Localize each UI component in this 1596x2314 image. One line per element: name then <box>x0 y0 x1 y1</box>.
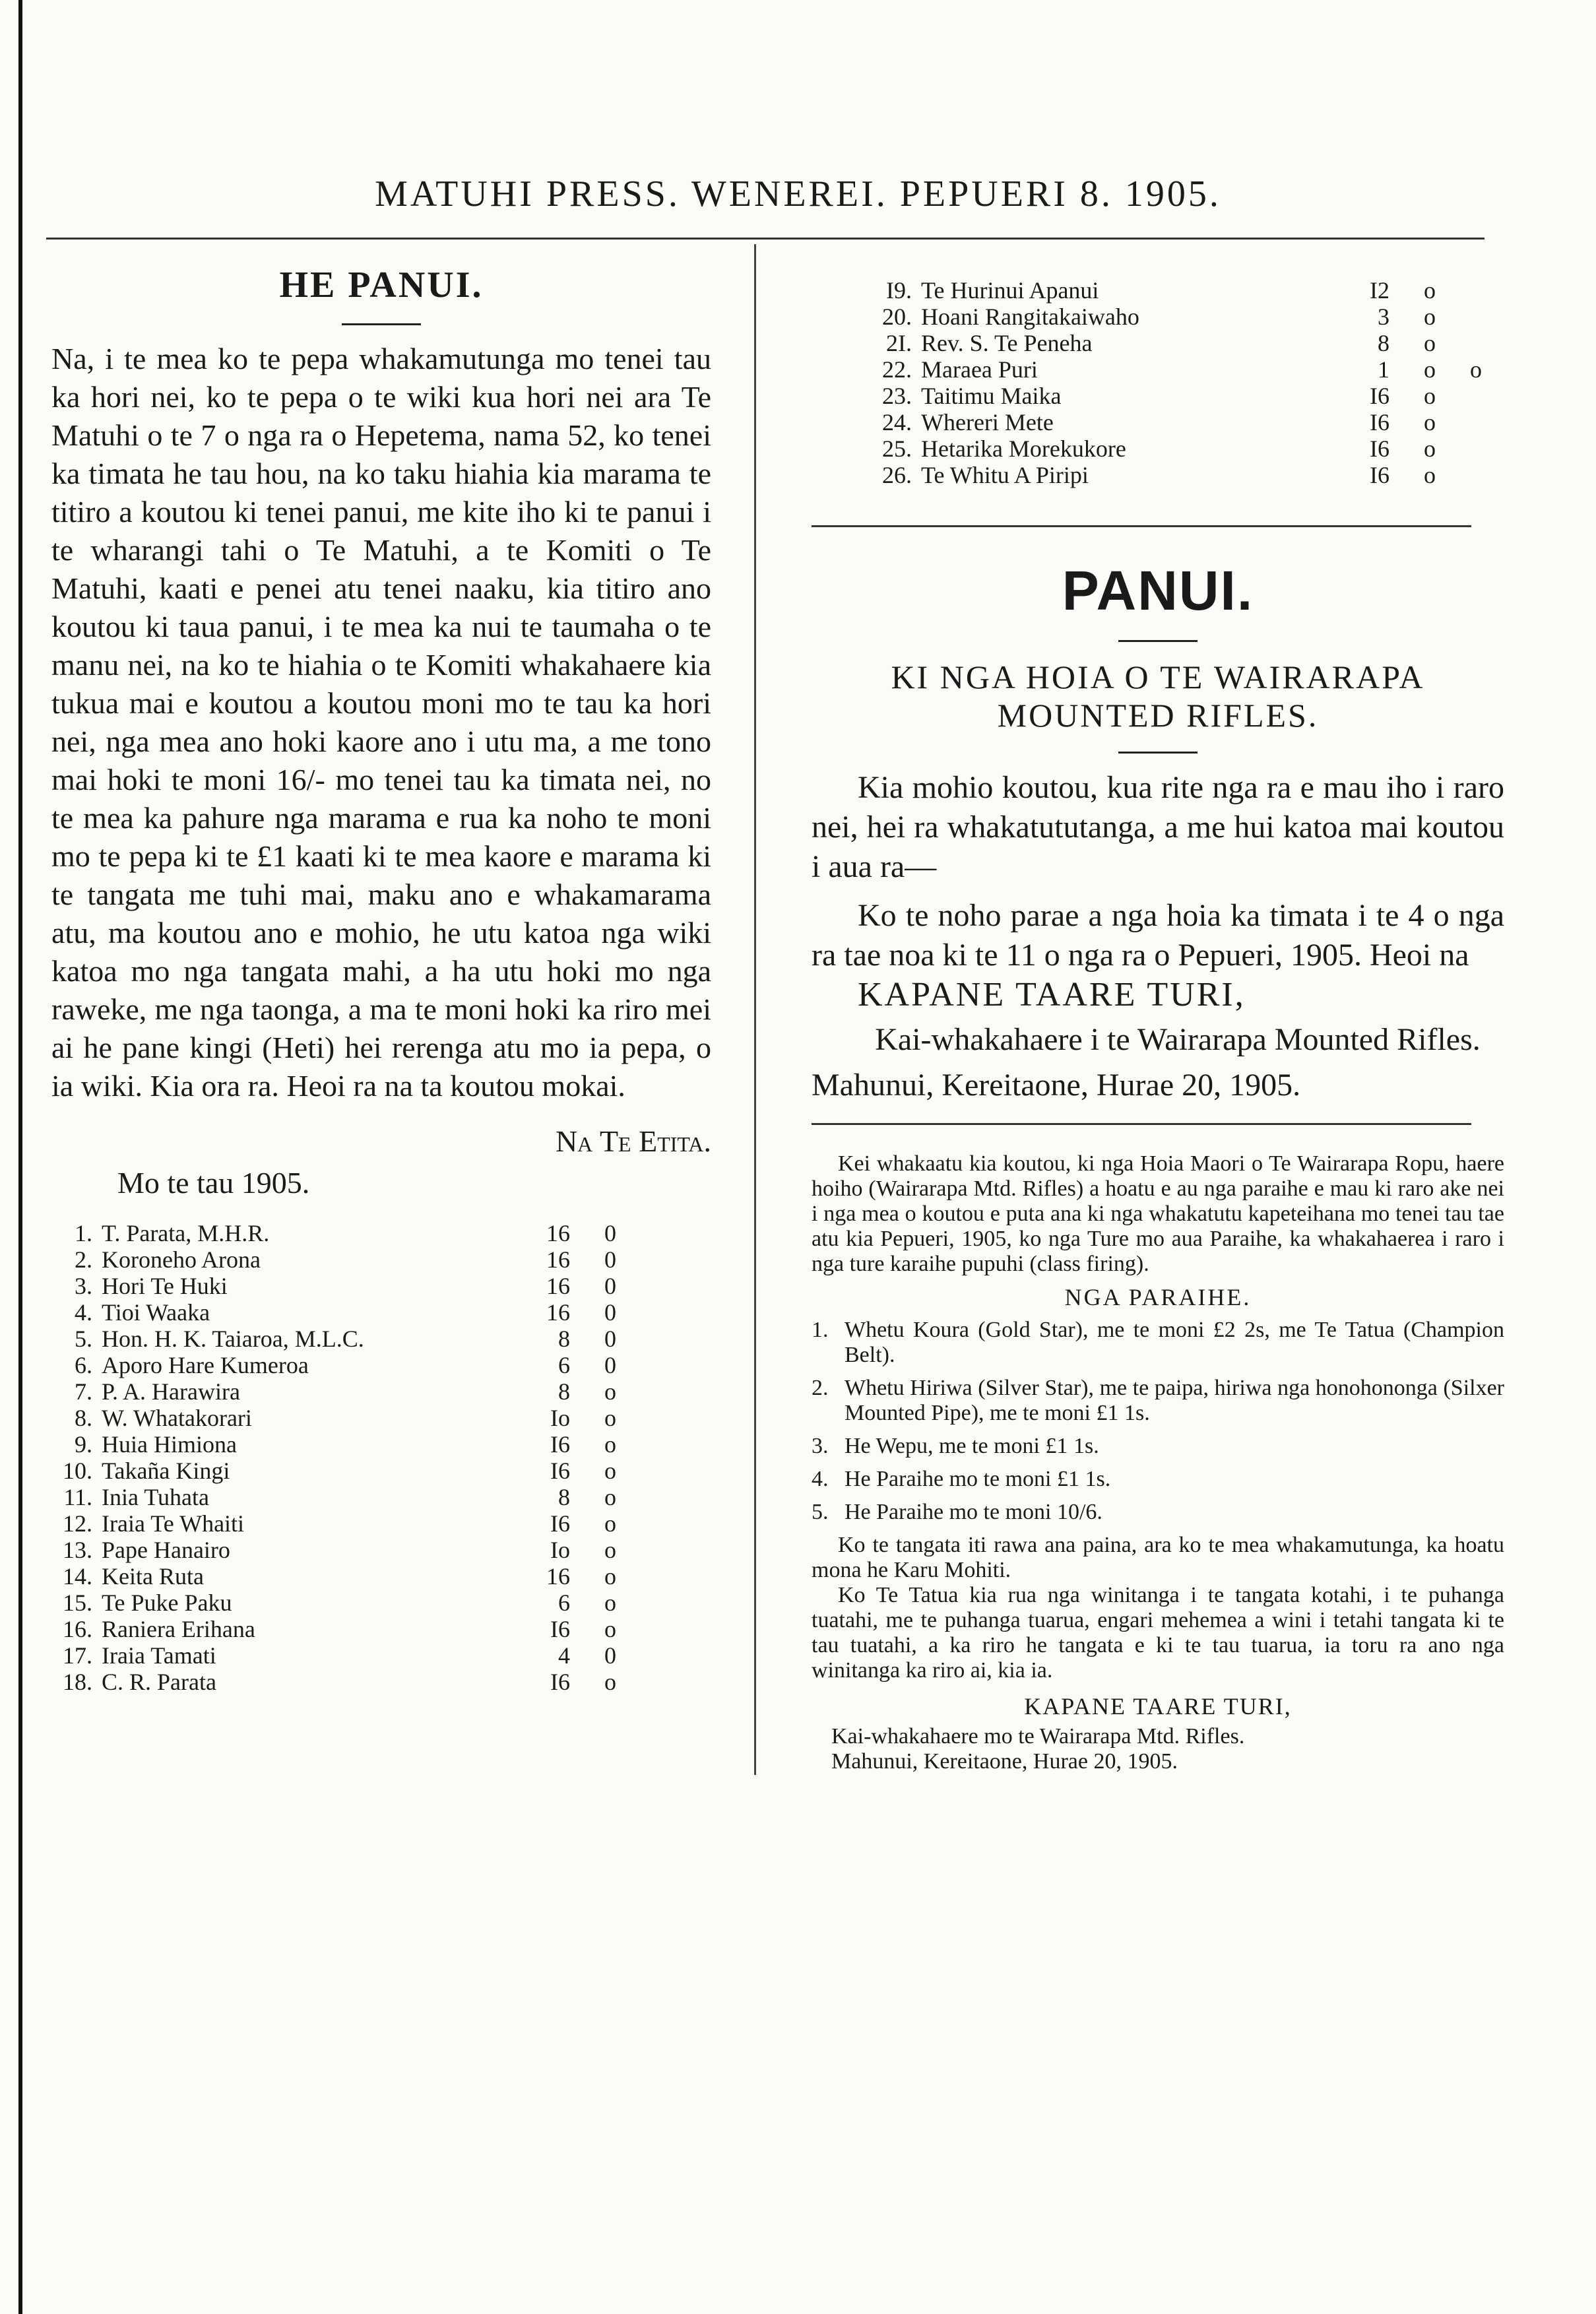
rifles-notice-para-2: Ko te noho parae a nga hoia ka timata i te 4 o nga ra tae noa ki te 11 o nga ra o Pepueri, 1905. Heoi na <box>812 898 1504 973</box>
subscriber-row <box>871 304 1482 330</box>
subscriber-row <box>51 1220 616 1246</box>
subscriber-number: 5. <box>75 1326 92 1352</box>
prize-text: He Paraihe mo te moni £1 1s. <box>845 1467 1111 1491</box>
subscriber-amount-pence: o <box>1424 462 1436 488</box>
subscriber-name: Pape Hanairo <box>102 1537 230 1563</box>
subscriber-name: T. Parata, M.H.R. <box>102 1220 270 1246</box>
subscriber-amount-shillings: I6 <box>1370 383 1389 409</box>
title-rule-2 <box>1118 640 1197 642</box>
subscriber-name: Whereri Mete <box>921 409 1054 435</box>
subscriber-amount-shillings: 16 <box>546 1273 570 1299</box>
subscriber-amount-shillings: 8 <box>1378 330 1389 356</box>
subscriber-amount-shillings: I6 <box>550 1669 570 1695</box>
subscriber-number: 26. <box>882 462 912 488</box>
subscriber-amount-pence: o <box>604 1458 616 1484</box>
subscriber-amount-pence: 0 <box>604 1246 616 1273</box>
subscriber-amount-shillings: 6 <box>558 1590 570 1616</box>
subscriber-amount-shillings: Io <box>550 1405 570 1431</box>
subscriber-row <box>871 277 1482 304</box>
left-column <box>51 264 711 1695</box>
subscriber-number: 17. <box>63 1642 92 1669</box>
subscriber-amount-pence: o <box>1424 383 1436 409</box>
subscriber-amount-pence: o <box>1424 330 1436 356</box>
subscriber-name: Te Puke Paku <box>102 1590 232 1616</box>
subscriber-name: W. Whatakorari <box>102 1405 252 1431</box>
subscriber-row <box>51 1326 616 1352</box>
prize-number: 4. <box>812 1467 829 1491</box>
subscriber-number: 1. <box>75 1220 92 1246</box>
subscriber-name: Rev. S. Te Peneha <box>921 330 1093 356</box>
subscriber-number: 25. <box>882 435 912 462</box>
subscriber-row <box>51 1299 616 1326</box>
subscriber-row <box>51 1510 616 1537</box>
prize-text: He Paraihe mo te moni 10/6. <box>845 1500 1102 1524</box>
prizes-para-b: Ko Te Tatua kia rua nga winitanga i te tangata kotahi, i te puhanga tuatahi, me te puhanga tuarua, engari mehemea a wini i tetahi tangata ki te tau tuatahi, a ka riro he tangata e ki te tau tuarua, ia toru ra ano nga winitanga ka riro ai, kia ia. <box>812 1583 1504 1683</box>
subscriber-amount-shillings: I6 <box>550 1431 570 1458</box>
prize-item <box>812 1376 1504 1426</box>
subscriber-name: Huia Himiona <box>102 1431 237 1458</box>
subscriber-number: 24. <box>882 409 912 435</box>
subscriber-amount-shillings: Io <box>550 1537 570 1563</box>
subscriber-name: Hori Te Huki <box>102 1273 228 1299</box>
subscriber-row <box>51 1642 616 1669</box>
prizes-intro: Kei whakaatu kia koutou, ki nga Hoia Maori o Te Wairarapa Ropu, haere hoiho (Wairarapa Mtd. Rifles) a hoatu e au nga paraihe e mau ki raro ake nei i nga mea o koutou e puta ana ki nga whakatutu kapeteihana mo tenei tau tae atu kia Pepueri, 1905, ko nga Ture mo aua Paraihe, ka whakahaerea i raro i nga ture karaihe pupuhi (class firing). <box>812 1151 1504 1276</box>
editor-signoff: Na Te Etita. <box>555 1124 711 1158</box>
subscriber-name: Hetarika Morekukore <box>921 435 1126 462</box>
subscriber-amount-pence: o <box>604 1537 616 1563</box>
prize-text: Whetu Koura (Gold Star), me te moni £2 2s, me Te Tatua (Champion Belt). <box>845 1318 1504 1367</box>
subscriber-number: 6. <box>75 1352 92 1378</box>
rifles-notice-para-1: Kia mohio koutou, kua rite nga ra e mau iho i raro nei, hei ra whakatututanga, a me hui katoa mai koutou i aua ra— <box>812 770 1504 884</box>
subscriber-number: 2. <box>75 1246 92 1273</box>
rifles-notice-title: PANUI. <box>1062 560 1254 622</box>
subscriber-amount-pence: o <box>604 1484 616 1510</box>
prizes-signature-role: Kai-whakahaere mo te Wairarapa Mtd. Rifles. <box>831 1724 1245 1749</box>
subscriber-amount-pence: o <box>604 1431 616 1458</box>
subscriber-amount-shillings: 16 <box>546 1299 570 1326</box>
subscriber-amount-shillings: 8 <box>558 1378 570 1405</box>
header-divider <box>46 238 1484 240</box>
right-column <box>812 277 1504 1774</box>
subscriber-number: 3. <box>75 1273 92 1299</box>
subscriber-name: Te Hurinui Apanui <box>921 277 1099 304</box>
subscriber-amount-pence: o <box>604 1616 616 1642</box>
subscriber-name: P. A. Harawira <box>102 1378 240 1405</box>
subscriber-amount-shillings: 4 <box>558 1642 570 1669</box>
subscriber-number: 18. <box>63 1669 92 1695</box>
subscriber-amount-pence: o <box>604 1405 616 1431</box>
subscriber-row <box>51 1352 616 1378</box>
subscriber-number: 20. <box>882 304 912 330</box>
subscriber-amount-pence: o <box>1424 304 1436 330</box>
subscriber-amount-shillings: I6 <box>550 1616 570 1642</box>
prize-number: 3. <box>812 1434 829 1458</box>
subscriber-row <box>871 330 1482 356</box>
subscriber-row <box>871 462 1482 488</box>
subscriber-amount-shillings: I2 <box>1370 277 1389 304</box>
page-edge-rule <box>18 0 22 2314</box>
subscriber-amount-shillings: o <box>1424 356 1436 383</box>
subscriber-row <box>871 409 1482 435</box>
subscriber-row <box>51 1431 616 1458</box>
subscriber-amount-pence: 0 <box>604 1273 616 1299</box>
subscriber-number: 10. <box>63 1458 92 1484</box>
subscriber-amount-shillings: 16 <box>546 1246 570 1273</box>
subscriber-amount-pence: o <box>1470 356 1482 383</box>
subscriber-name: Iraia Te Whaiti <box>102 1510 245 1537</box>
subscriber-amount-shillings: I6 <box>1370 462 1389 488</box>
subscriber-amount-pence: 0 <box>604 1299 616 1326</box>
subscriber-row <box>51 1484 616 1510</box>
left-notice-title: HE PANUI. <box>279 265 484 305</box>
title-rule-3 <box>1118 752 1197 754</box>
left-notice-body: Na, i te mea ko te pepa whakamutunga mo tenei tau ka hori nei, ko te pepa o te wiki kua hori nei ara Te Matuhi o te 7 o nga ra o Hepetema, nama 52, ko tenei ka timata he tau hou, na ko taku hiahia kia marama te titiro a koutou ki tenei panui, me kite iho ki te panui i te wharangi tahi o Te Matuhi, a te Komiti o Te Matuhi, kaati e penei atu tenei naaku, kia titiro ano koutou ki taua panui, i te mea ka nui te taumaha o te manu nei, na ko te hiahia o te Komiti whakahaere kia tukua mai e koutou a koutou moni mo te tau ka hori nei, nga mea ano hoki kaore ano i utu ma, a me tono mai hoki te moni 16/- mo tenei tau ka timata nei, no te mea ka pahure nga marama e rua ka noho te moni mo te pepa ki te £1 kaati ki te mea kaore e marama ki te tangata me tuhi mai, maku ano e whakamarama atu, ma koutou ano e mohio, he utu katoa nga wiki katoa mo nga tangata mahi, a ha utu hoki mo nga raweke, me nga taonga, a ma te moni hoki ka riro mei ai he pane kingi (Heti) hei rerenga atu mo ia pepa, o ia wiki. Kia ora ra. Heoi ra na ta koutou mokai. <box>51 342 711 1103</box>
subscriber-number: 13. <box>63 1537 92 1563</box>
subscriber-number: 4. <box>75 1299 92 1326</box>
subscriber-number: 23. <box>882 383 912 409</box>
subscriber-row <box>51 1273 616 1299</box>
page-header: MATUHI PRESS. WENEREI. PEPUERI 8. 1905. <box>375 174 1221 214</box>
subscriber-row <box>51 1669 616 1695</box>
prize-text: Whetu Hiriwa (Silver Star), me te paipa, hiriwa nga honohononga (Silxer Mounted Pipe), me te moni £1 1s. <box>845 1376 1504 1425</box>
subscriber-amount-pence: o <box>1424 409 1436 435</box>
subscriber-name: Hon. H. K. Taiaroa, M.L.C. <box>102 1326 364 1352</box>
subscriber-name: Koroneho Arona <box>102 1246 261 1273</box>
subscriber-row <box>51 1563 616 1590</box>
column-divider <box>754 244 756 1775</box>
subscriber-amount-shillings: 16 <box>546 1563 570 1590</box>
subscriber-amount-pence: o <box>604 1378 616 1405</box>
subscriber-row <box>871 356 1482 383</box>
subscriber-table-left <box>51 1220 616 1695</box>
subscriber-amount-pence: o <box>604 1669 616 1695</box>
rifles-signature-role: Kai-whakahaere i te Wairarapa Mounted Rifles. <box>875 1022 1481 1057</box>
prize-item <box>812 1434 1504 1459</box>
subscriber-row <box>51 1246 616 1273</box>
subscriber-amount-shillings: I6 <box>1370 409 1389 435</box>
rifles-notice-subtitle: KI NGA HOIA O TE WAIRARAPA MOUNTED RIFLES. <box>891 659 1425 734</box>
subscriber-number: I9. <box>886 277 912 304</box>
subscriber-number: 22. <box>882 356 912 383</box>
subscriber-amount-pence: 0 <box>604 1326 616 1352</box>
subscriber-number: 11. <box>63 1484 92 1510</box>
subscriber-name: Takaña Kingi <box>102 1458 230 1484</box>
subscriber-amount-shillings: I6 <box>1370 435 1389 462</box>
prize-number: 2. <box>812 1376 829 1400</box>
prize-number: 5. <box>812 1500 829 1524</box>
subscriber-amount-shillings: 8 <box>558 1326 570 1352</box>
prize-number: 1. <box>812 1318 829 1342</box>
subscriber-amount-shillings: 6 <box>558 1352 570 1378</box>
prize-item <box>812 1318 1504 1368</box>
subscriber-amount-shillings: I6 <box>550 1510 570 1537</box>
subscriber-number: 7. <box>75 1378 92 1405</box>
subscriber-number: 9. <box>75 1431 92 1458</box>
prize-item <box>812 1500 1504 1525</box>
title-rule <box>342 323 421 325</box>
subscriber-table-right <box>871 277 1482 488</box>
subscriber-row <box>51 1590 616 1616</box>
subscriber-name: Hoani Rangitakaiwaho <box>921 304 1139 330</box>
subscriber-amount-shillings: I6 <box>550 1458 570 1484</box>
subscriber-number: 14. <box>63 1563 92 1590</box>
subscriber-amount-shillings: 16 <box>546 1220 570 1246</box>
subscriber-amount-pence: o <box>604 1563 616 1590</box>
subscriber-name: Taitimu Maika <box>921 383 1062 409</box>
subscribers-year-heading: Mo te tau 1905. <box>117 1166 310 1200</box>
subscriber-row <box>871 435 1482 462</box>
subscriber-name: Keita Ruta <box>102 1563 204 1590</box>
subscriber-amount-pence: o <box>1424 435 1436 462</box>
subscriber-amount-shillings: 3 <box>1378 304 1389 330</box>
subscriber-name: Maraea Puri <box>921 356 1038 383</box>
subscriber-number: 8. <box>75 1405 92 1431</box>
subscriber-name: Raniera Erihana <box>102 1616 255 1642</box>
subscriber-amount-pounds: 1 <box>1378 356 1389 383</box>
subscriber-number: 16. <box>63 1616 92 1642</box>
rifles-signature-place: Mahunui, Kereitaone, Hurae 20, 1905. <box>812 1068 1301 1103</box>
subscriber-number: 12. <box>63 1510 92 1537</box>
prize-item <box>812 1467 1504 1492</box>
subscriber-name: Inia Tuhata <box>102 1484 210 1510</box>
subscriber-row <box>51 1458 616 1484</box>
subscriber-amount-pence: 0 <box>604 1352 616 1378</box>
subscriber-row <box>51 1616 616 1642</box>
subscriber-amount-pence: 0 <box>604 1220 616 1246</box>
subscriber-number: 15. <box>63 1590 92 1616</box>
rifles-signature-name: KAPANE TAARE TURI, <box>858 976 1246 1013</box>
subscriber-row <box>51 1378 616 1405</box>
subscriber-name: Tioi Waaka <box>102 1299 210 1326</box>
subscriber-row <box>871 383 1482 409</box>
subscriber-row <box>51 1405 616 1431</box>
subscriber-name: C. R. Parata <box>102 1669 216 1695</box>
subscriber-amount-shillings: 8 <box>558 1484 570 1510</box>
subscriber-name: Aporo Hare Kumeroa <box>102 1352 309 1378</box>
subscriber-amount-pence: 0 <box>604 1642 616 1669</box>
prizes-signature-name: KAPANE TAARE TURI, <box>1024 1693 1292 1719</box>
subscriber-name: Iraia Tamati <box>102 1642 216 1669</box>
subscriber-number: 2I. <box>886 330 912 356</box>
subscriber-row <box>51 1537 616 1563</box>
prizes-para-a: Ko te tangata iti rawa ana paina, ara ko te mea whakamutunga, ka hoatu mona he Karu Mohiti. <box>812 1533 1504 1582</box>
subscriber-amount-pence: o <box>604 1510 616 1537</box>
subscriber-amount-pence: o <box>1424 277 1436 304</box>
prizes-heading: NGA PARAIHE. <box>1064 1284 1252 1310</box>
prizes-signature-place: Mahunui, Kereitaone, Hurae 20, 1905. <box>831 1749 1178 1774</box>
right-divider <box>812 525 1471 527</box>
prizes-list <box>812 1318 1504 1525</box>
notice-divider <box>812 1123 1471 1125</box>
prize-text: He Wepu, me te moni £1 1s. <box>845 1434 1099 1458</box>
subscriber-amount-pence: o <box>604 1590 616 1616</box>
subscriber-name: Te Whitu A Piripi <box>921 462 1089 488</box>
